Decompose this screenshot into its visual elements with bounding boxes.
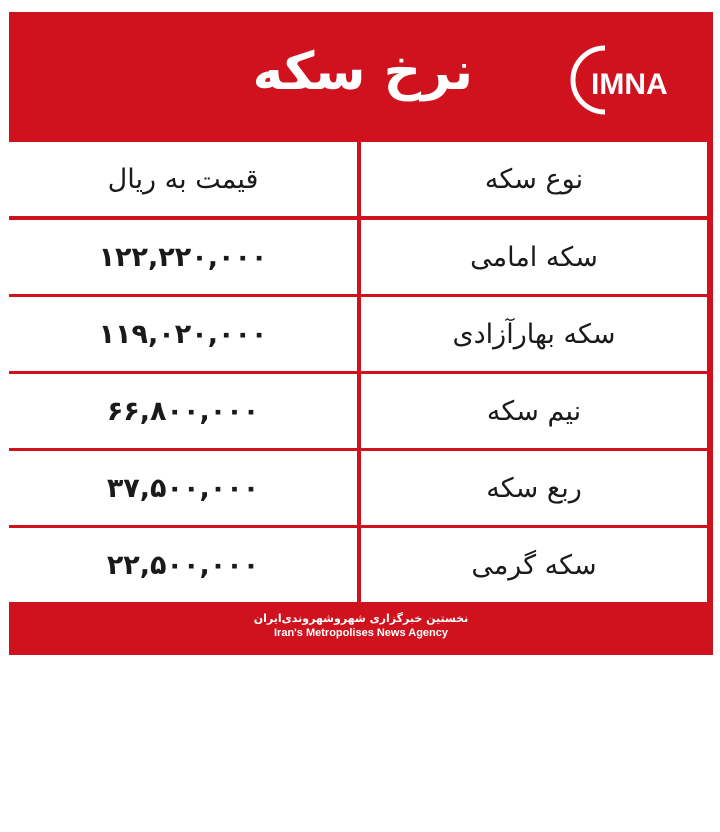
logo-text: IMNA <box>591 68 668 101</box>
coin-price: ۱۱۹,۰۲۰,۰۰۰ <box>9 297 357 371</box>
table-row <box>9 528 707 602</box>
coin-name: نیم سکه <box>361 374 707 448</box>
coin-name: سکه گرمی <box>361 528 707 602</box>
table-row <box>9 374 707 448</box>
header-coin-type: نوع سکه <box>361 142 707 216</box>
imna-logo <box>565 40 693 120</box>
coin-name: سکه بهارآزادی <box>361 297 707 371</box>
header <box>9 12 713 140</box>
coin-name: ربع سکه <box>361 451 707 525</box>
table-row <box>9 451 707 525</box>
coin-name: سکه امامی <box>361 220 707 294</box>
footer-tagline-en: Iran's Metropolises News Agency <box>274 627 448 639</box>
header-price: قیمت به ریال <box>9 142 357 216</box>
page-title: نرخ سکه <box>252 42 473 102</box>
table-header-row <box>9 142 707 216</box>
price-card <box>9 12 713 655</box>
footer <box>9 604 713 655</box>
coin-price: ۳۷,۵۰۰,۰۰۰ <box>9 451 357 525</box>
coin-price: ۶۶,۸۰۰,۰۰۰ <box>9 374 357 448</box>
coin-price: ۲۲,۵۰۰,۰۰۰ <box>9 528 357 602</box>
coin-price: ۱۲۲,۲۲۰,۰۰۰ <box>9 220 357 294</box>
table-row <box>9 220 707 294</box>
table-row <box>9 297 707 371</box>
footer-tagline-fa: نخستین خبرگزاری شهروشهروندی‌ایران <box>253 612 469 625</box>
